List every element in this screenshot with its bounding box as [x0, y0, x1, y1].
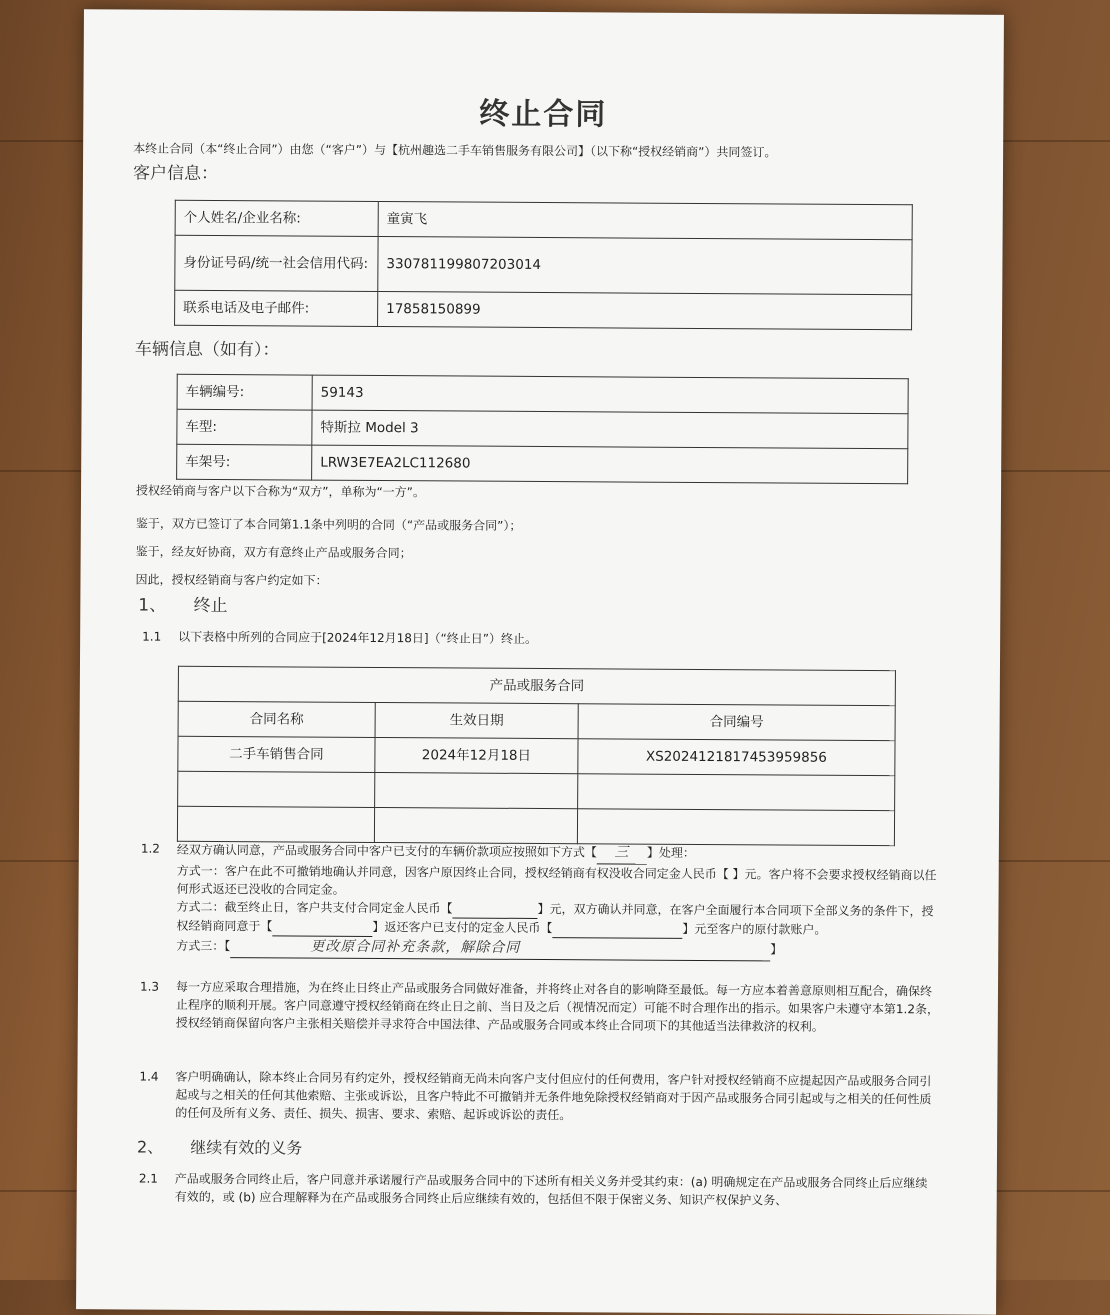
intro-paragraph: 本终止合同（本“终止合同”）由您（“客户”）与【杭州趣选二手车销售服务有限公司】（以下称“授权经销商”）共同签订。 — [133, 141, 777, 160]
clause-text: 每一方应采取合理措施，为在终止日终止产品或服务合同做好准备，并将终止对各自的影响降至最低。每一方应本着善意原则相互配合，确保终止程序的顺利开展。客户同意遵守授权经销商在终止日之前、当日及之后（视情况而定）可能不时合理作出的指示。如果客户未遵守本第1.2条，授权经销商保留向客户主张相关赔偿并寻求符合中国法律、产品或服务合同或本终止合同项下的其他适当法律救济的权利。 — [175, 979, 940, 1034]
table-cell — [578, 774, 895, 811]
table-cell-value: 童寅飞 — [378, 202, 912, 240]
blank-field — [452, 899, 537, 919]
table-cell-value: LRW3E7EA2LC112680 — [312, 445, 908, 484]
table-cell: 二手车销售合同 — [178, 736, 375, 772]
handwritten-text: 更改原合同补充条款，解除合同 — [230, 936, 770, 961]
clause-1-2-tail: 】处理： — [646, 845, 695, 860]
table-cell — [375, 772, 578, 808]
table-cell-value: 330781199807203014 — [378, 237, 912, 295]
blank-field — [552, 919, 682, 939]
table-row — [175, 200, 912, 240]
table-cell-label: 个人姓名/企业名称: — [175, 200, 378, 236]
table-row — [178, 771, 895, 810]
section-number: 1、 — [138, 595, 167, 616]
section-1-heading — [138, 594, 227, 620]
table-cell-value: 17858150899 — [378, 292, 912, 330]
product-contract-table — [177, 666, 896, 846]
option-two-part: 】返还客户已支付的定金人民币【 — [372, 919, 553, 936]
table-cell — [178, 771, 375, 807]
clause-1-2-lead: 经双方确认同意，产品或服务合同中客户已支付的车辆价款项应按照如下方式【 — [176, 842, 597, 860]
clause-text: 客户明确确认，除本终止合同另有约定外，授权经销商无尚未向客户支付但应付的任何费用，客户针对授权经销商不应提起因产品或服务合同引起或与之相关的任何其他索赔、主张或诉讼，且客户特此不可撤销并无条件地免除授权经销商对于因产品或服务合同引起或与之相关的任何性质的任何及所有义务、责任、损失、损害、要求、索赔、起诉或诉讼的责任。 — [175, 1069, 932, 1123]
table-cell: XS2024121817453959856 — [578, 739, 895, 776]
clause-number: 1.4 — [139, 1069, 159, 1084]
section-title: 终止 — [193, 595, 228, 617]
clause-number: 1.2 — [140, 841, 160, 856]
vehicle-info-table — [176, 374, 909, 484]
clause-1-2 — [140, 840, 941, 963]
column-header: 生效日期 — [375, 702, 578, 738]
clause-text: 产品或服务合同终止后，客户同意并承诺履行产品或服务合同中的下述所有相关义务并受其约束：(a) 明确规定在产品或服务合同终止后应继续有效的，或 (b) 应合理解释为在产品或服务合同终止后应继续有效的，包括但不限于保密义务、知识产权保护义务、 — [174, 1171, 928, 1208]
table-row — [178, 666, 895, 705]
table-cell-value: 59143 — [312, 375, 908, 414]
table-row — [178, 736, 895, 775]
table-cell — [374, 807, 577, 843]
clause-2-1 — [139, 1170, 939, 1211]
column-header: 合同名称 — [178, 701, 375, 737]
blank-field — [272, 917, 372, 937]
clause-1-1 — [142, 628, 942, 651]
clause-text: 以下表格中所列的合同应于[2024年12月18日]（“终止日”）终止。 — [178, 629, 538, 646]
contract-paper — [76, 9, 1004, 1315]
whereas-paragraph-1: 鉴于，双方已签订了本合同第1.1条中列明的合同（“产品或服务合同”）； — [135, 516, 522, 533]
option-three-label: 方式三：【 — [176, 938, 231, 954]
option-one-text: 方式一：客户在此不可撤销地确认并同意，因客户原因终止合同，授权经销商有权没收合同定金人民币【 】元。客户将不会要求授权经销商以任何形式返还已没收的合同定金。 — [176, 863, 937, 897]
table-row — [175, 235, 912, 295]
section-title: 继续有效的义务 — [190, 1137, 303, 1158]
document-title: 终止合同 — [479, 96, 608, 133]
table-row — [177, 374, 908, 413]
table-cell-label: 车架号: — [177, 444, 312, 480]
whereas-paragraph-2: 鉴于，经友好协商，双方有意终止产品或服务合同； — [135, 544, 412, 561]
therefore-paragraph: 因此，授权经销商与客户约定如下： — [135, 572, 328, 588]
table-cell-label: 联系电话及电子邮件: — [175, 290, 378, 326]
customer-info-table — [174, 200, 913, 331]
option-two-part: 】元，双方确认并同意，在客户全面履行本合同项下全部义务的条件下，授权经销商同意于【 — [176, 901, 934, 934]
option-three-end: 】 — [770, 942, 783, 957]
parties-paragraph: 授权经销商与客户以下合称为“双方”，单称为“一方”。 — [135, 483, 425, 500]
section-2-heading — [137, 1136, 302, 1161]
option-three-text — [176, 936, 940, 963]
table-caption: 产品或服务合同 — [178, 666, 895, 705]
table-row — [177, 409, 908, 448]
table-header-row — [178, 701, 895, 740]
table-cell-label: 身份证号码/统一社会信用代码: — [175, 235, 378, 291]
customer-section-heading: 客户信息： — [132, 163, 219, 185]
clause-number: 1.3 — [139, 979, 160, 994]
table-cell — [577, 809, 894, 846]
clause-number: 1.1 — [142, 629, 162, 644]
table-row — [175, 290, 912, 330]
section-number: 2、 — [136, 1137, 164, 1157]
clause-number: 2.1 — [138, 1171, 158, 1186]
clause-1-4 — [139, 1068, 939, 1127]
clause-1-3 — [140, 978, 940, 1037]
option-two-part: 】元至客户的原付款账户。 — [682, 921, 827, 937]
table-cell — [177, 806, 374, 842]
handwritten-option: 三 — [597, 842, 647, 864]
option-two-part: 方式二：截至终止日，客户共支付合同定金人民币【 — [176, 899, 453, 916]
table-cell: 2024年12月18日 — [375, 737, 578, 773]
table-cell-value: 特斯拉 Model 3 — [312, 410, 908, 449]
table-cell-label: 车辆编号: — [177, 374, 312, 410]
option-two-text — [176, 898, 940, 941]
table-cell-label: 车型: — [177, 409, 312, 445]
clause-text — [176, 840, 941, 963]
table-row — [177, 444, 908, 483]
column-header: 合同编号 — [578, 704, 895, 741]
vehicle-section-heading: 车辆信息（如有）： — [134, 339, 280, 361]
